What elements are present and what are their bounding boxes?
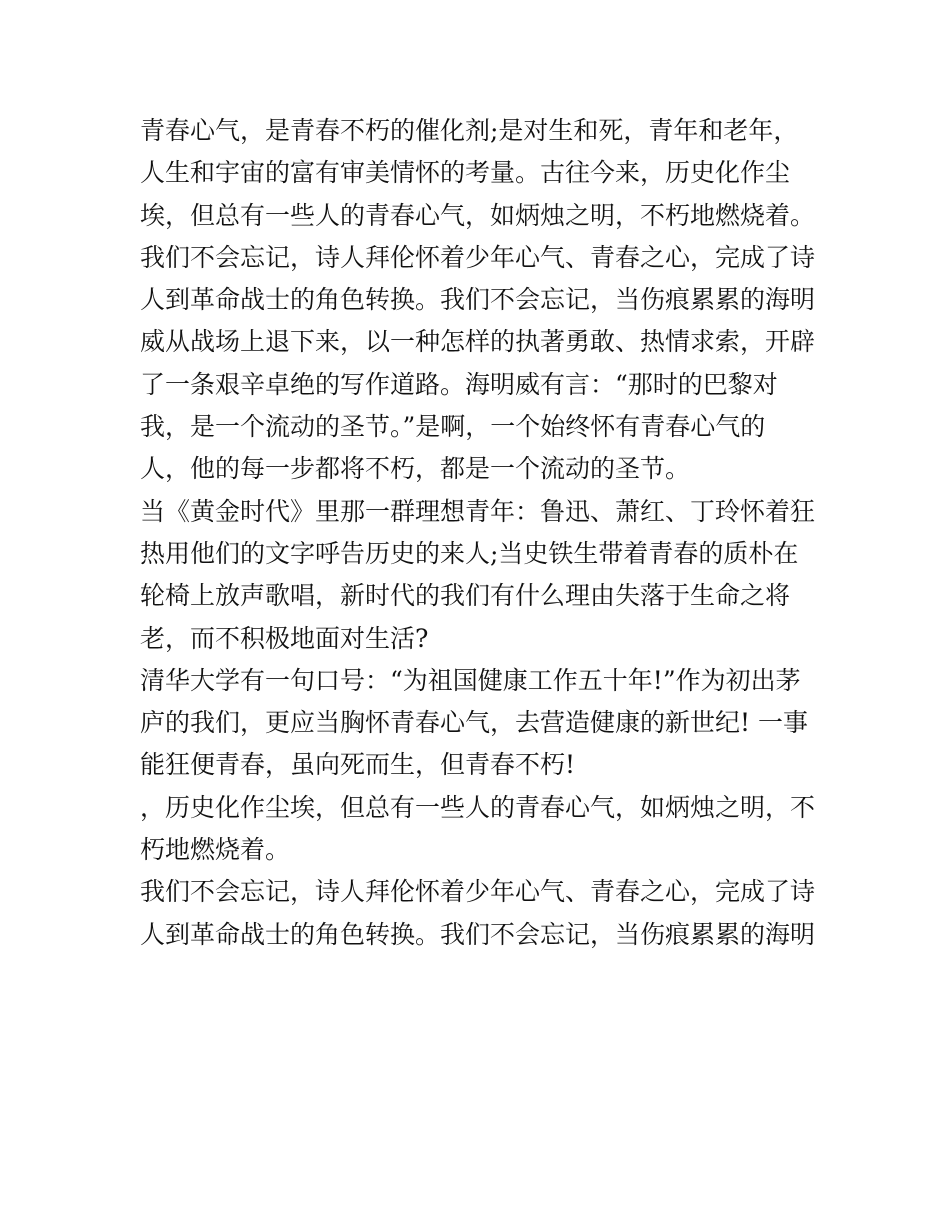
text-line: 庐的我们，更应当胸怀青春心气，去营造健康的新世纪! 一事 [140, 708, 808, 738]
text-line: 能狂便青春，虽向死而生，但青春不朽! [140, 750, 576, 780]
body-text [140, 110, 820, 956]
text-line: 老，而不积极地面对生活? [140, 623, 429, 653]
text-line: 热用他们的文字呼告历史的来人;当史铁生带着青春的质朴在 [140, 538, 799, 568]
text-line: 当《黄金时代》里那一群理想青年：鲁迅、萧红、丁玲怀着狂 [140, 496, 816, 526]
text-line: 清华大学有一句口号：“为祖国健康工作五十年!”作为初出茅 [140, 665, 801, 695]
text-line: 我，是一个流动的圣节。”是啊，一个始终怀有青春心气的 [140, 412, 766, 442]
text-line: 人到革命战士的角色转换。我们不会忘记，当伤痕累累的海明 [140, 285, 816, 315]
text-line: 威从战场上退下来，以一种怎样的执著勇敢、热情求索，开辟 [140, 327, 816, 357]
text-line: 朽地燃烧着。 [140, 835, 291, 865]
text-line: 了一条艰辛卓绝的写作道路。海明威有言：“那时的巴黎对 [140, 369, 778, 399]
text-line: 我们不会忘记，诗人拜伦怀着少年心气、青春之心，完成了诗 [140, 242, 816, 272]
text-line: ，历史化作尘埃，但总有一些人的青春心气，如炳烛之明，不 [140, 792, 816, 822]
text-line: 人到革命战士的角色转换。我们不会忘记，当伤痕累累的海明 [140, 919, 816, 949]
text-line: 埃，但总有一些人的青春心气，如炳烛之明，不朽地燃烧着。 [140, 200, 816, 230]
text-line: 人生和宇宙的富有审美情怀的考量。古往今来，历史化作尘 [140, 158, 791, 188]
text-line: 人，他的每一步都将不朽，都是一个流动的圣节。 [140, 454, 691, 484]
text-line: 青春心气，是青春不朽的催化剂;是对生和死，青年和老年， [140, 116, 799, 145]
text-line: 轮椅上放声歌唱，新时代的我们有什么理由失落于生命之将 [140, 581, 791, 611]
text-line: 我们不会忘记，诗人拜伦怀着少年心气、青春之心，完成了诗 [140, 877, 816, 907]
